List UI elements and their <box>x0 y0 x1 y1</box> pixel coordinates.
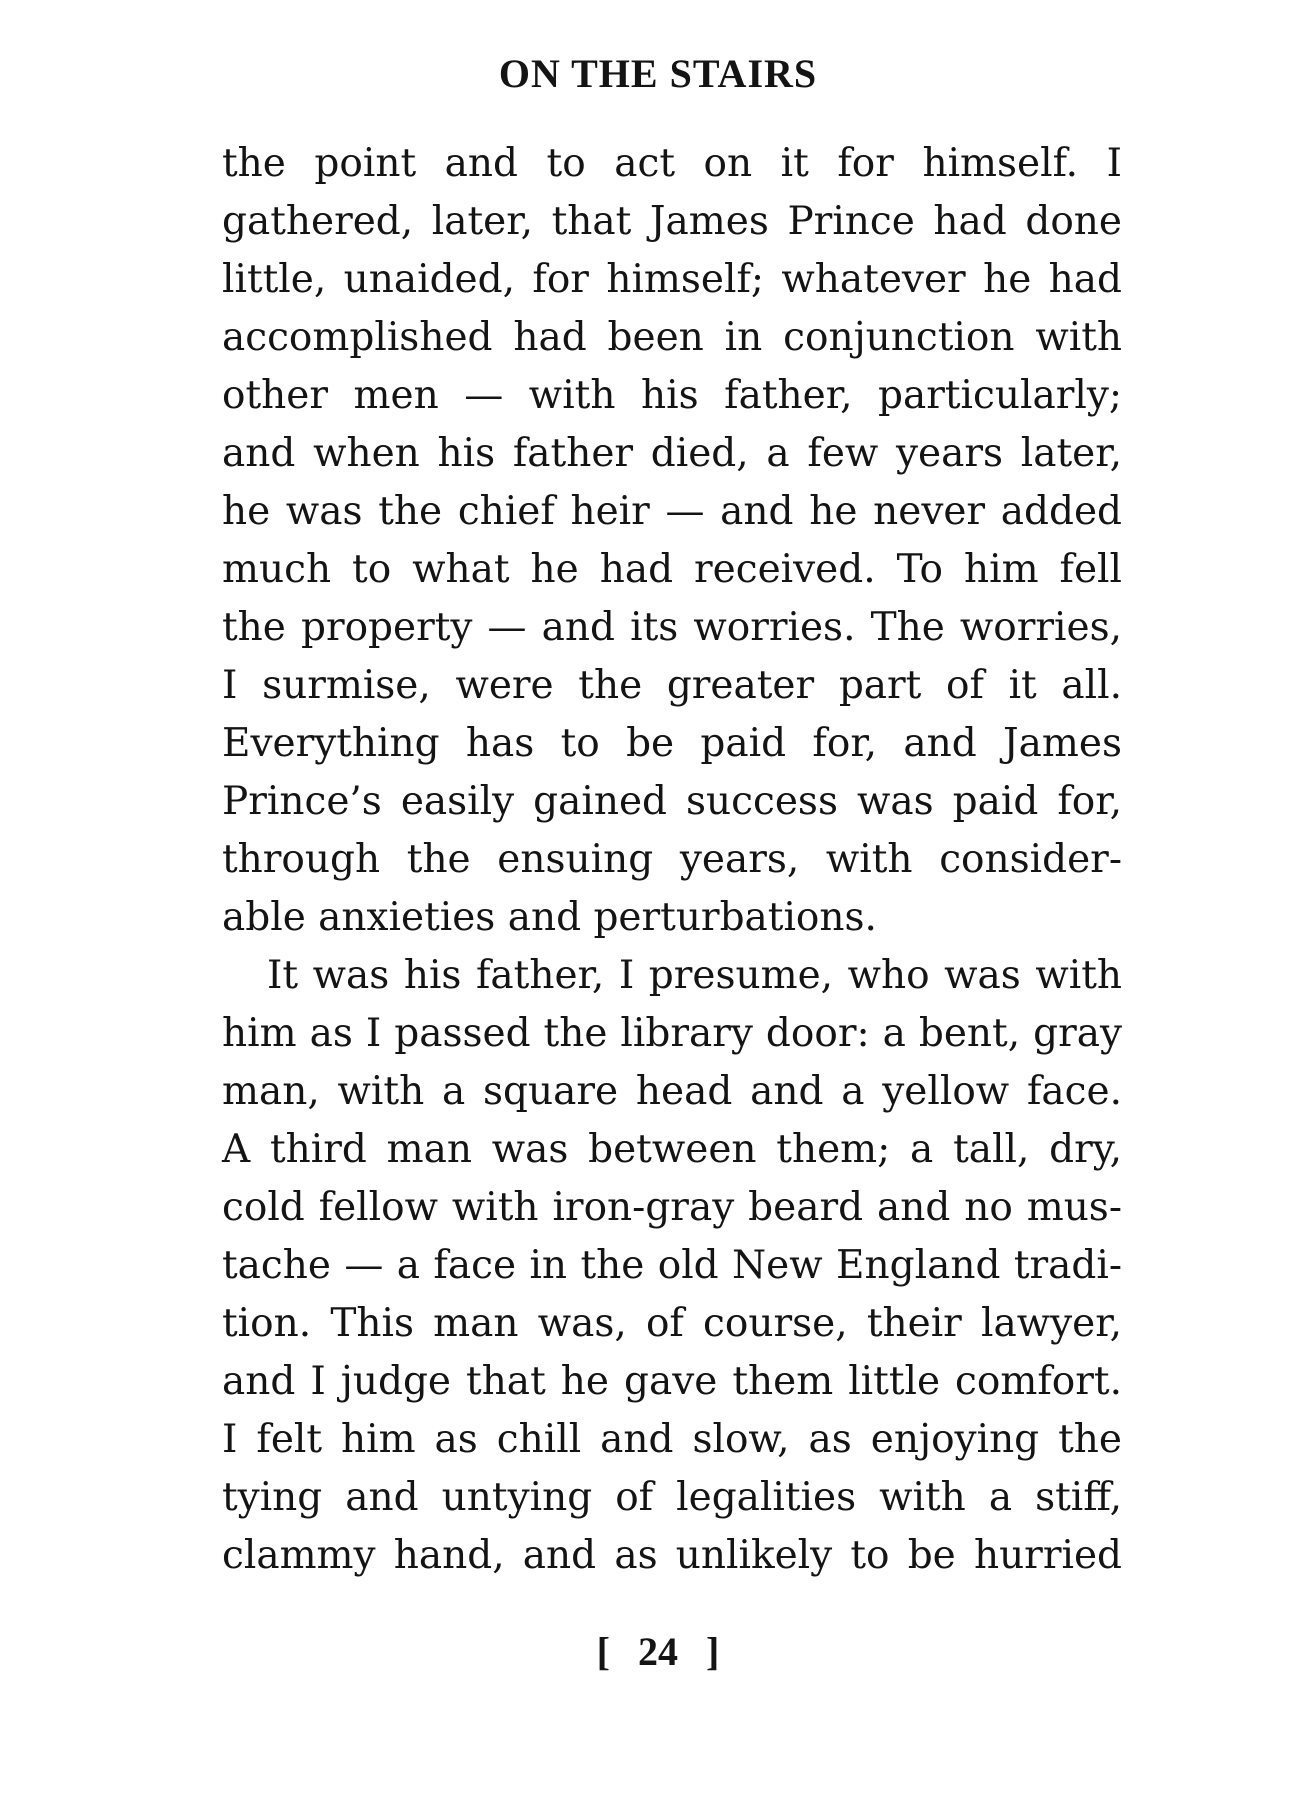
text-line: and I judge that he gave them little comfort. <box>222 1359 1122 1404</box>
text-line: and when his father died, a few years later, <box>222 431 1122 476</box>
text-line: cold fellow with iron-gray beard and no mus- <box>222 1185 1122 1230</box>
page-number: [ 24 ] <box>596 1629 720 1674</box>
text-line: I felt him as chill and slow, as enjoying the <box>222 1417 1122 1462</box>
text-line: him as I passed the library door: a bent, gray <box>222 1011 1122 1056</box>
text-line: through the ensuing years, with consider- <box>222 837 1122 882</box>
text-line: gathered, later, that James Prince had done <box>222 199 1122 244</box>
text-line: able anxieties and perturbations. <box>222 895 877 940</box>
text-line: other men — with his father, particularly; <box>222 373 1122 418</box>
text-line: tache — a face in the old New England tradi- <box>222 1243 1122 1288</box>
paragraph-2 <box>222 947 1122 1585</box>
text-line: much to what he had received. To him fell <box>222 547 1122 592</box>
text-line: Everything has to be paid for, and James <box>222 721 1122 766</box>
text-line: I surmise, were the greater part of it all. <box>222 663 1122 708</box>
text-line: Prince’s easily gained success was paid for, <box>222 779 1122 824</box>
text-line: little, unaided, for himself; whatever he had <box>222 257 1122 302</box>
body-text <box>222 135 1122 1585</box>
text-line: the point and to act on it for himself. I <box>222 141 1122 186</box>
paragraph-1 <box>222 135 1122 947</box>
text-line: he was the chief heir — and he never added <box>222 489 1122 534</box>
text-line: the property — and its worries. The worries, <box>222 605 1122 650</box>
text-line: It was his father, I presume, who was with <box>267 953 1122 998</box>
text-line: accomplished had been in conjunction with <box>222 315 1122 360</box>
text-line: tion. This man was, of course, their lawyer, <box>222 1301 1122 1346</box>
running-head: ON THE STAIRS <box>498 51 818 96</box>
text-line: tying and untying of legalities with a stiff, <box>222 1475 1122 1520</box>
text-line: A third man was between them; a tall, dry, <box>222 1127 1122 1172</box>
text-line: man, with a square head and a yellow face. <box>222 1069 1122 1114</box>
text-line: clammy hand, and as unlikely to be hurried <box>222 1533 1122 1578</box>
